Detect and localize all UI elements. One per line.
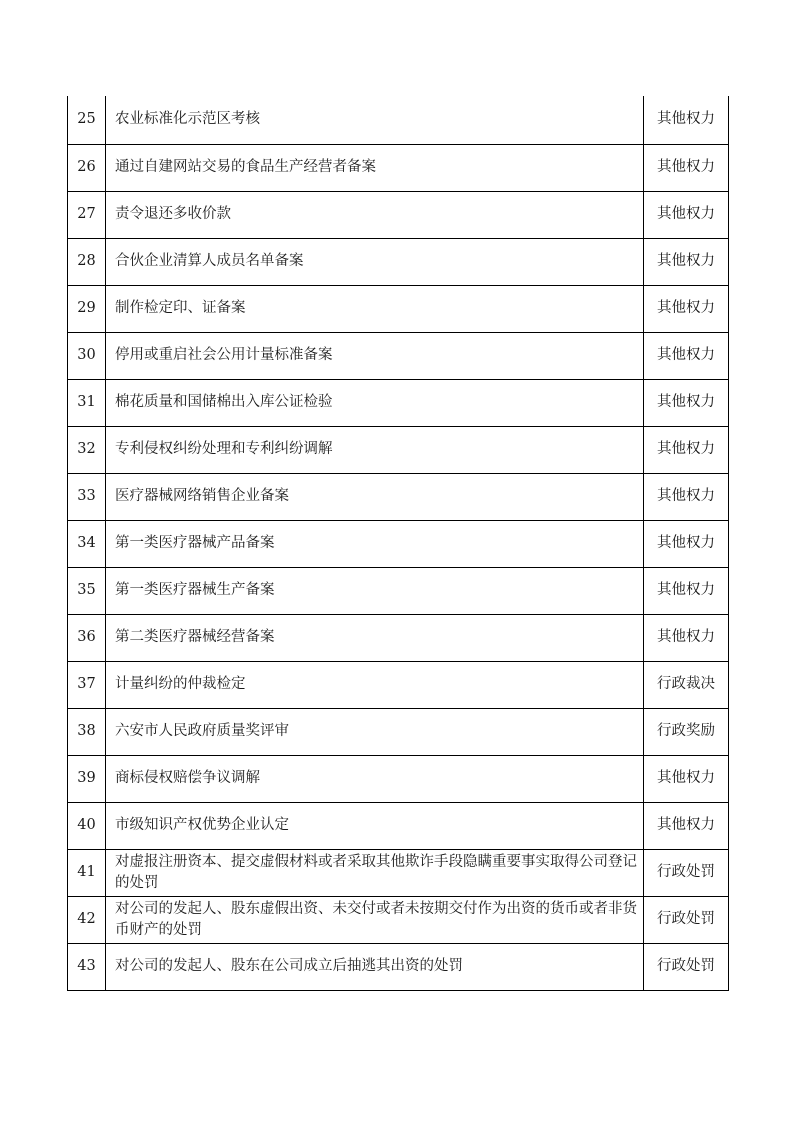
row-number: 42 (68, 896, 106, 943)
row-number: 27 (68, 191, 106, 238)
table-row (68, 379, 729, 426)
power-name: 停用或重启社会公用计量标准备案 (106, 332, 644, 379)
power-type: 其他权力 (644, 144, 729, 191)
table-row (68, 473, 729, 520)
table-row (68, 849, 729, 896)
power-name: 通过自建网站交易的食品生产经营者备案 (106, 144, 644, 191)
row-number: 41 (68, 849, 106, 896)
power-type: 其他权力 (644, 379, 729, 426)
row-number: 43 (68, 943, 106, 990)
power-name: 六安市人民政府质量奖评审 (106, 708, 644, 755)
power-name: 第一类医疗器械产品备案 (106, 520, 644, 567)
power-type: 其他权力 (644, 614, 729, 661)
table-row (68, 238, 729, 285)
power-name: 市级知识产权优势企业认定 (106, 802, 644, 849)
table-row (68, 802, 729, 849)
power-name: 医疗器械网络销售企业备案 (106, 473, 644, 520)
power-type: 其他权力 (644, 332, 729, 379)
row-number: 33 (68, 473, 106, 520)
row-number: 26 (68, 144, 106, 191)
power-type: 其他权力 (644, 191, 729, 238)
power-name: 对虚报注册资本、提交虚假材料或者采取其他欺诈手段隐瞒重要事实取得公司登记的处罚 (106, 849, 644, 896)
power-type: 其他权力 (644, 96, 729, 144)
power-name: 商标侵权赔偿争议调解 (106, 755, 644, 802)
table-row (68, 426, 729, 473)
power-type: 其他权力 (644, 426, 729, 473)
row-number: 35 (68, 567, 106, 614)
table-row (68, 896, 729, 943)
power-type: 其他权力 (644, 755, 729, 802)
power-name: 专利侵权纠纷处理和专利纠纷调解 (106, 426, 644, 473)
table-row (68, 96, 729, 144)
row-number: 36 (68, 614, 106, 661)
power-name: 棉花质量和国储棉出入库公证检验 (106, 379, 644, 426)
row-number: 34 (68, 520, 106, 567)
table-row (68, 755, 729, 802)
power-type: 其他权力 (644, 520, 729, 567)
power-type: 其他权力 (644, 238, 729, 285)
table-row (68, 708, 729, 755)
table-row (68, 191, 729, 238)
row-number: 32 (68, 426, 106, 473)
power-name: 第二类医疗器械经营备案 (106, 614, 644, 661)
table-row (68, 144, 729, 191)
row-number: 28 (68, 238, 106, 285)
power-type: 其他权力 (644, 473, 729, 520)
power-name: 农业标准化示范区考核 (106, 96, 644, 144)
power-type: 其他权力 (644, 285, 729, 332)
power-type: 其他权力 (644, 802, 729, 849)
table-row (68, 285, 729, 332)
power-type: 行政处罚 (644, 896, 729, 943)
power-name: 对公司的发起人、股东虚假出资、未交付或者未按期交付作为出资的货币或者非货币财产的处罚 (106, 896, 644, 943)
power-name: 对公司的发起人、股东在公司成立后抽逃其出资的处罚 (106, 943, 644, 990)
row-number: 31 (68, 379, 106, 426)
table-row (68, 567, 729, 614)
power-type: 行政裁决 (644, 661, 729, 708)
power-type: 其他权力 (644, 567, 729, 614)
table-row (68, 943, 729, 990)
power-name: 计量纠纷的仲裁检定 (106, 661, 644, 708)
power-name: 第一类医疗器械生产备案 (106, 567, 644, 614)
row-number: 30 (68, 332, 106, 379)
table-row (68, 614, 729, 661)
power-name: 制作检定印、证备案 (106, 285, 644, 332)
row-number: 29 (68, 285, 106, 332)
power-type: 行政奖励 (644, 708, 729, 755)
table-row (68, 661, 729, 708)
power-list-table (67, 96, 729, 991)
power-name: 合伙企业清算人成员名单备案 (106, 238, 644, 285)
power-name: 责令退还多收价款 (106, 191, 644, 238)
table-row (68, 520, 729, 567)
power-type: 行政处罚 (644, 849, 729, 896)
row-number: 25 (68, 96, 106, 144)
row-number: 40 (68, 802, 106, 849)
row-number: 37 (68, 661, 106, 708)
row-number: 38 (68, 708, 106, 755)
power-type: 行政处罚 (644, 943, 729, 990)
row-number: 39 (68, 755, 106, 802)
table-row (68, 332, 729, 379)
